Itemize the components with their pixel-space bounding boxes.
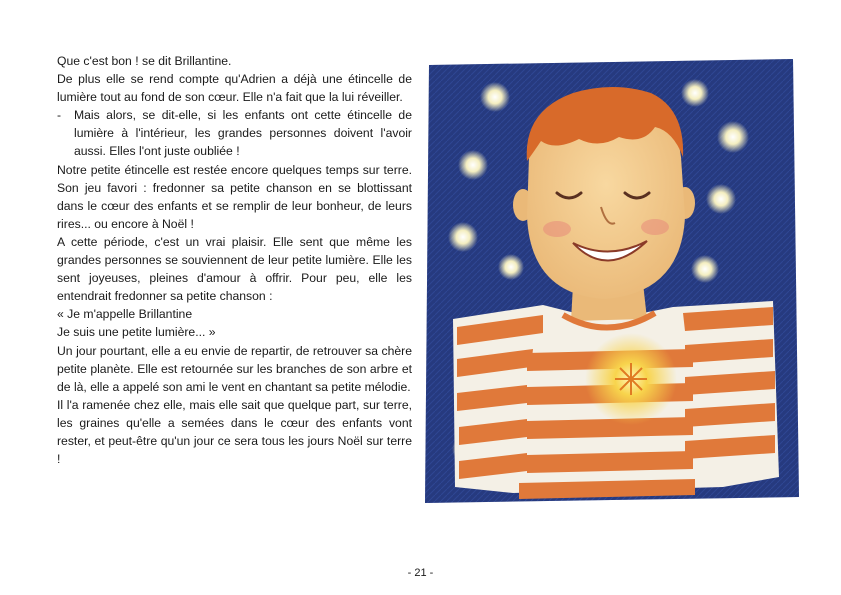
dash-marker: - <box>57 108 62 123</box>
song-line: Je suis une petite lumière... » <box>57 325 216 340</box>
dialogue-line <box>57 106 412 160</box>
story-text <box>57 52 412 468</box>
paragraph: Un jour pourtant, elle a eu envie de repartir, de retrouver sa chère petite planète. Elle est retournée sur les branches de son arbre et de là, elle a appelé son ami le vent en chantant sa petite mélodie. <box>57 343 412 394</box>
paragraph: Notre petite étincelle est restée encore quelques temps sur terre. Son jeu favori : fredonner sa petite chanson en se blottissant dans le cœur des enfants et se remplir de leur bonheur, de leurs rires... ou encore à Noël ! <box>57 162 412 231</box>
dialogue-text: Mais alors, se dit-elle, si les enfants ont cette étincelle de lumière à l'intérieur, les grandes personnes doivent l'avoir aussi. Elles l'ont juste oubliée ! <box>74 108 412 159</box>
paragraph: Il l'a ramenée chez elle, mais elle sait que quelque part, sur terre, les graines qu'elle a semées dans le cœur des enfants vont rester, et peut-être qu'un jour ce sera tous les jours Noël sur terre ! <box>57 397 412 467</box>
paragraph: Que c'est bon ! se dit Brillantine. <box>57 54 232 68</box>
paragraph: De plus elle se rend compte qu'Adrien a déjà une étincelle de lumière tout au fond de son cœur. Elle n'a fait que la lui réveiller. <box>57 72 412 105</box>
paragraph: A cette période, c'est un vrai plaisir. Elle sent que même les grandes personnes se souviennent de leur petite lumière. Elle les sent joyeuses, pleines d'amour à offrir. Pour peu, elle les entendrait fredonner sa petite chanson : <box>57 234 412 304</box>
boy-illustration <box>423 57 801 505</box>
song-line: « Je m'appelle Brillantine <box>57 307 193 322</box>
page-number: - 21 - <box>407 567 434 579</box>
